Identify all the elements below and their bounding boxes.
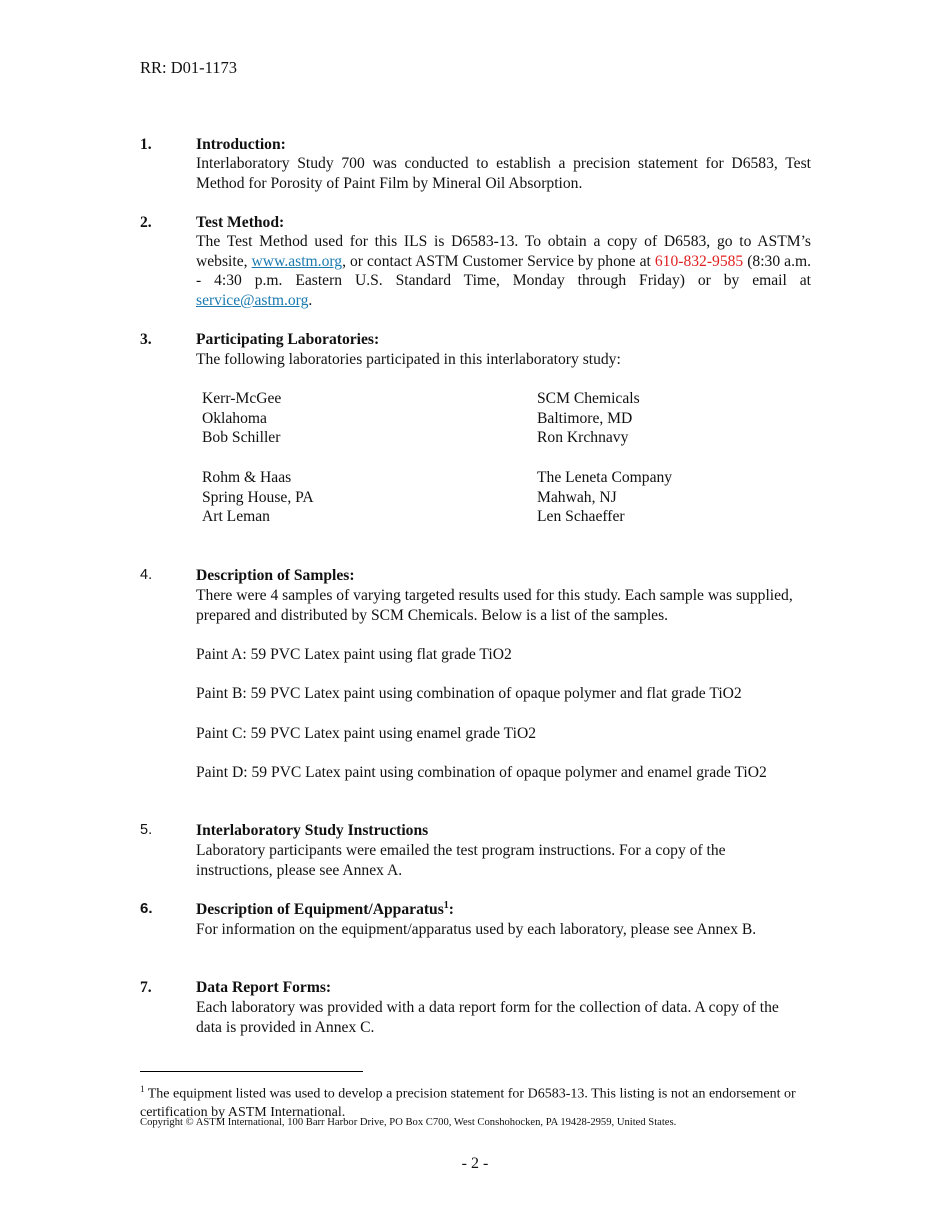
lab-name: Rohm & Haas xyxy=(202,469,292,486)
section-title-equipment xyxy=(196,900,454,919)
footnote xyxy=(140,1080,800,1122)
equipment-title-colon: : xyxy=(448,901,454,919)
section-title-test-method: Test Method: xyxy=(196,214,285,231)
lab-contact: Art Leman xyxy=(202,508,270,526)
section-text-ils-instructions: Laboratory participants were emailed the test program instructions. For a copy of the instructions, please see Annex A. xyxy=(196,842,726,879)
test-method-text-c: (8:30 a.m. - 4:30 p.m. Eastern U.S. Standard Time, Monday through Friday) or by email at xyxy=(196,252,811,290)
lab-entry xyxy=(537,389,640,448)
section-text-participating-labs: The following laboratories participated in this interlaboratory study: xyxy=(196,351,621,368)
test-method-text-a: The Test Method used for this ILS is D6583-13. To obtain a copy of D6583, go to ASTM’s website, xyxy=(196,233,811,270)
paint-a-description: Paint A: 59 PVC Latex paint using flat grade TiO2 xyxy=(196,646,512,663)
lab-location: Baltimore, MD xyxy=(537,409,633,427)
lab-contact: Bob Schiller xyxy=(202,429,281,447)
section-title-data-report-forms: Data Report Forms: xyxy=(196,979,332,996)
running-header: RR: D01-1173 xyxy=(140,58,238,77)
section-text-test-method xyxy=(196,232,811,311)
page-number: - 2 - xyxy=(461,1155,489,1172)
section-title-participating-labs: Participating Laboratories: xyxy=(196,331,380,348)
lab-contact: Ron Krchnavy xyxy=(537,429,629,447)
section-number-3: 3. xyxy=(140,331,152,348)
lab-name: SCM Chemicals xyxy=(537,390,640,407)
service-email-link[interactable]: service@astm.org xyxy=(196,292,309,310)
footnote-mark: 1 xyxy=(140,1084,145,1094)
equipment-title-text: Description of Equipment/Apparatus xyxy=(196,901,444,919)
paint-b-description: Paint B: 59 PVC Latex paint using combination of opaque polymer and flat grade TiO2 xyxy=(196,685,742,702)
test-method-text-b: , or contact ASTM Customer Service by phone at xyxy=(342,252,655,270)
lab-contact: Len Schaeffer xyxy=(537,508,625,526)
lab-entry xyxy=(202,468,314,527)
lab-name: The Leneta Company xyxy=(537,469,673,486)
section-text-introduction: Interlaboratory Study 700 was conducted to establish a precision statement for D6583, Test Method for Porosity of Paint Film by Mineral Oil Absorption. xyxy=(196,155,811,192)
lab-entry xyxy=(202,389,281,448)
section-text-description-of-samples: There were 4 samples of varying targeted results used for this study. Each sample was supplied, prepared and distributed by SCM Chemicals. Below is a list of the samples. xyxy=(196,587,793,624)
lab-entry xyxy=(537,468,672,527)
section-text-equipment: For information on the equipment/apparatus used by each laboratory, please see Annex B. xyxy=(196,921,757,938)
lab-name: Kerr-McGee xyxy=(202,390,282,407)
footnote-text: The equipment listed was used to develop a precision statement for D6583-13. This listing is not an endorsement or certification by ASTM International. xyxy=(140,1086,796,1120)
section-text-data-report-forms: Each laboratory was provided with a data report form for the collection of data. A copy of the data is provided in Annex C. xyxy=(196,999,779,1036)
lab-location: Spring House, PA xyxy=(202,488,314,506)
section-number-5: 5. xyxy=(140,822,153,838)
section-number-2: 2. xyxy=(140,214,152,231)
copyright-notice: Copyright © ASTM International, 100 Barr Harbor Drive, PO Box C700, West Conshohocken, PA 19428-2959, United States. xyxy=(140,1117,677,1128)
lab-location: Oklahoma xyxy=(202,409,267,427)
section-number-6: 6. xyxy=(140,900,153,917)
section-title-description-of-samples: Description of Samples: xyxy=(196,567,355,584)
footnote-reference: 1 xyxy=(443,900,449,911)
phone-number: 610-832-9585 xyxy=(654,252,744,270)
section-title-ils-instructions: Interlaboratory Study Instructions xyxy=(196,822,429,839)
section-number-7: 7. xyxy=(140,979,152,996)
section-number-4: 4. xyxy=(140,567,153,583)
astm-website-link[interactable]: www.astm.org xyxy=(251,252,343,270)
footnote-divider xyxy=(140,1071,363,1072)
paint-c-description: Paint C: 59 PVC Latex paint using enamel grade TiO2 xyxy=(196,725,537,742)
section-number-1: 1. xyxy=(140,136,152,153)
section-title-introduction: Introduction: xyxy=(196,136,286,153)
test-method-text-d: . xyxy=(308,292,313,310)
paint-d-description: Paint D: 59 PVC Latex paint using combination of opaque polymer and enamel grade TiO2 xyxy=(196,764,767,781)
lab-location: Mahwah, NJ xyxy=(537,488,617,506)
